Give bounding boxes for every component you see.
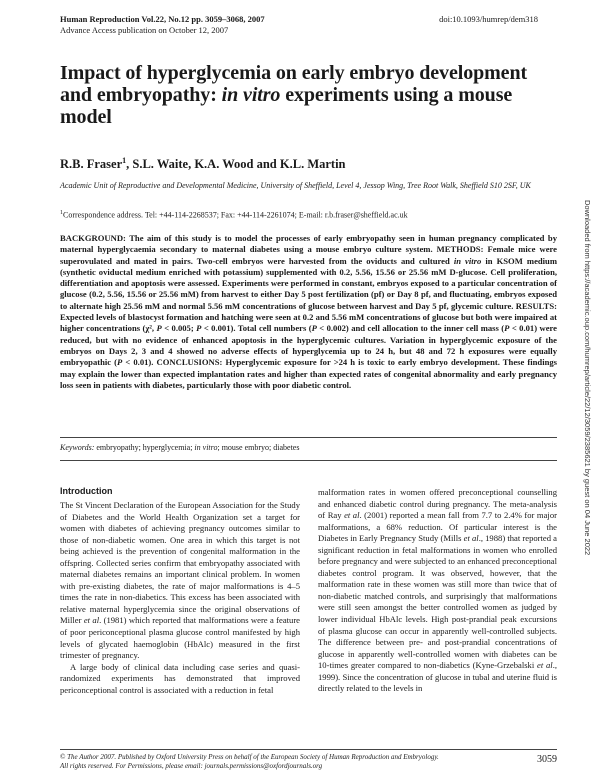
p-value-symbol: P <box>156 323 162 334</box>
abstract-italic: in vitro <box>453 255 482 266</box>
title-italic: in vitro <box>221 84 281 106</box>
abstract-text: < 0.01) were reduced, but with no evidence of enhanced apoptosis in the hyperglycemic cultures. Variation in hyperglycemic exposure of the embryos on Days 2, 3 and 4 showed no adverse effects of hyperglycemia up to 24 h, but 48 and 72 h exposures were equally embryopathic ( <box>60 323 557 368</box>
copyright-footer <box>60 753 500 771</box>
p-value-symbol: P <box>311 323 317 334</box>
divider <box>60 460 557 461</box>
correspondence-marker: 1 <box>60 210 63 216</box>
paragraph-text: ., 1999). Since the concentration of glucose in tubal and uterine fluid is directly related to the levels in <box>318 660 557 694</box>
title-part-1: Impact of hyperglycemia on early embryo development and embryopathy: <box>60 62 528 106</box>
author-footnote-marker: 1 <box>122 156 127 165</box>
permissions-line: All rights reserved. For Permissions, please email: journals.permissions@oxfordjournals.org <box>60 762 323 770</box>
keywords-text: ; mouse embryo; diabetes <box>217 443 300 452</box>
paragraph <box>60 500 300 662</box>
keywords-label: Keywords: <box>60 443 95 452</box>
paragraph: A large body of clinical data including case series and quasi-randomized experiments has demonstrated that improved periconceptional control is associated with a reduction in fetal <box>60 661 300 695</box>
advance-access-note: Advance Access publication on October 12, 2007 <box>60 24 229 35</box>
affiliation: Academic Unit of Reproductive and Developmental Medicine, University of Sheffield, Level 4, Jessop Wing, Tree Root Walk, Sheffield S10 2SF, UK <box>60 181 531 190</box>
abstract-text: < 0.001). Total cell numbers ( <box>201 323 312 334</box>
citation-italic: et al <box>463 533 479 544</box>
page-number: 3059 <box>537 754 557 765</box>
paragraph <box>318 487 557 695</box>
title-part-2: experiments using a mouse model <box>60 84 513 128</box>
paragraph-text: ., 1988) that reported a significant reduction in fetal malformations in women who enrolled before pregnancy and were subjected to an enhanced preconceptional diabetes control program. It was observed, however, that the malformation rate in these women was still more than twice that of non-diabetic matched controls, and surprisingly that malformations were still seen amongst the better controlled women as judged by lower individual HbAlc levels. High post-prandial peak excursions of plasma glucose can occur in apparently well-controlled subjects. The difference between pre- and post-prandial concentrations of glucose in apparently well-controlled women with diabetes can be 10-times greater compared to non-diabetics (Kyne-Grzebalski <box>318 533 557 671</box>
abstract-text: BACKGROUND: The aim of this study is to model the processes of early embryopathy seen in human pregnancy complicated by maternal hyperglycaemia secondary to maternal diabetes using a mouse embryo culture system. METHODS: Female mice were superovulated and mated in pairs. Two-cell embryos were harvested from the oviducts and cultured <box>60 233 557 266</box>
right-column <box>318 487 557 695</box>
correspondence-text: Correspondence address. Tel: +44-114-2268537; Fax: +44-114-2261074; E-mail: r.b.fraser@sheffield.ac.uk <box>63 210 408 220</box>
download-watermark <box>582 200 594 600</box>
abstract <box>60 233 557 391</box>
copyright-line: © The Author 2007. Published by Oxford University Press on behalf of the European Society of Human Reproduction and Embryology. <box>60 753 439 761</box>
citation-italic: et al <box>537 660 553 671</box>
p-value-symbol: P <box>504 323 510 334</box>
paragraph-text: . (2001) reported a mean fall from 7.7 to 2.4% for major malformations, a 68% reduction. Of particular interest is the Diabetes in Early Pregnancy Study (Mills <box>318 510 557 544</box>
download-watermark-text: Downloaded from https://academic.oup.com/humrep/article/22/12/3059/2385621 by guest on 04 June 2022 <box>583 200 592 556</box>
article-title <box>60 62 530 128</box>
abstract-text: in KSOM medium (synthetic oviductal medium enriched with potassium) supplemented with 0.2, 5.56, 15.56 or 25.56 mM D-glucose. Cell proliferation, differentiation and apoptosis were assessed. Experiments were performed in constant, embryos exposed to a particular concentration of glucose (0.2, 5.56, 15.56 or 25.56 mM) from harvest to either Day 5 post fertilization (pf) or Day 8 pf, and fluctuating, embryos exposed to alternate high 25.56 mM and normal 5.56 mM concentrations of glucose between harvest and Day 5 pf, glycemic culture. RESULTS: Expected levels of blastocyst formation and hatching were seen at 0.2 and 5.56 mM concentrations of glucose but both were impaired at higher concentrations (χ², <box>60 255 557 334</box>
p-value-symbol: P <box>117 357 123 368</box>
citation-italic: et al <box>344 510 360 521</box>
journal-citation: Human Reproduction Vol.22, No.12 pp. 3059–3068, 2007 <box>60 14 265 24</box>
paragraph-text: malformation rates in women offered preconceptional counselling and enhanced diabetic control during pregnancy. The meta-analysis of Ray <box>318 487 557 521</box>
first-author: R.B. Fraser <box>60 157 123 172</box>
author-list <box>60 156 530 172</box>
footer-divider <box>60 749 557 750</box>
left-column <box>60 500 300 696</box>
keywords <box>60 443 557 452</box>
keywords-text: embryopathy; hyperglycemia; <box>94 443 195 452</box>
abstract-text: < 0.005; <box>161 323 197 334</box>
correspondence <box>60 208 560 221</box>
doi-label: doi:10.1093/humrep/dem318 <box>439 14 538 24</box>
other-authors: , S.L. Waite, K.A. Wood and K.L. Martin <box>126 157 346 172</box>
paragraph-text: . (1981) which reported that malformations were a feature of poor periconceptional plasma glucose control manifested by high levels of glycated haemoglobin (HbAlc) measured in the first trimester of pregnancy. <box>60 615 300 661</box>
divider <box>60 437 557 438</box>
citation-italic: et al <box>83 615 100 626</box>
paragraph-text: The St Vincent Declaration of the European Association for the Study of Diabetes and the World Health Organization set a target for women with diabetes of achieving pregnancy outcomes similar to those of non-diabetic women. One area in which this target is not being achieved is the prevention of congenital malformation in the offspring. Collected series confirm that embryopathy associated with maternal diabetes remains an important clinical problem. In women with pre-existing diabetes, the rate of major malformations is 4–5 times the rate in non-diabetics. This excess has been associated with relative maternal hyperglycemia since the original observations of Miller <box>60 500 300 626</box>
abstract-text: < 0.01). CONCLUSIONS: Hyperglycemic exposure for >24 h is toxic to early embryo development. These findings may explain the lower than expected implantation rates and higher than expected rates of congenital abnormality and early pregnancy loss seen in patients with diabetes, particularly those with poor diabetic control. <box>60 357 558 390</box>
abstract-text: < 0.002) and cell allocation to the inner cell mass ( <box>316 323 505 334</box>
keywords-italic: in vitro <box>194 443 218 452</box>
journal-header <box>60 14 420 35</box>
p-value-symbol: P <box>196 323 202 334</box>
section-heading: Introduction <box>60 486 113 496</box>
